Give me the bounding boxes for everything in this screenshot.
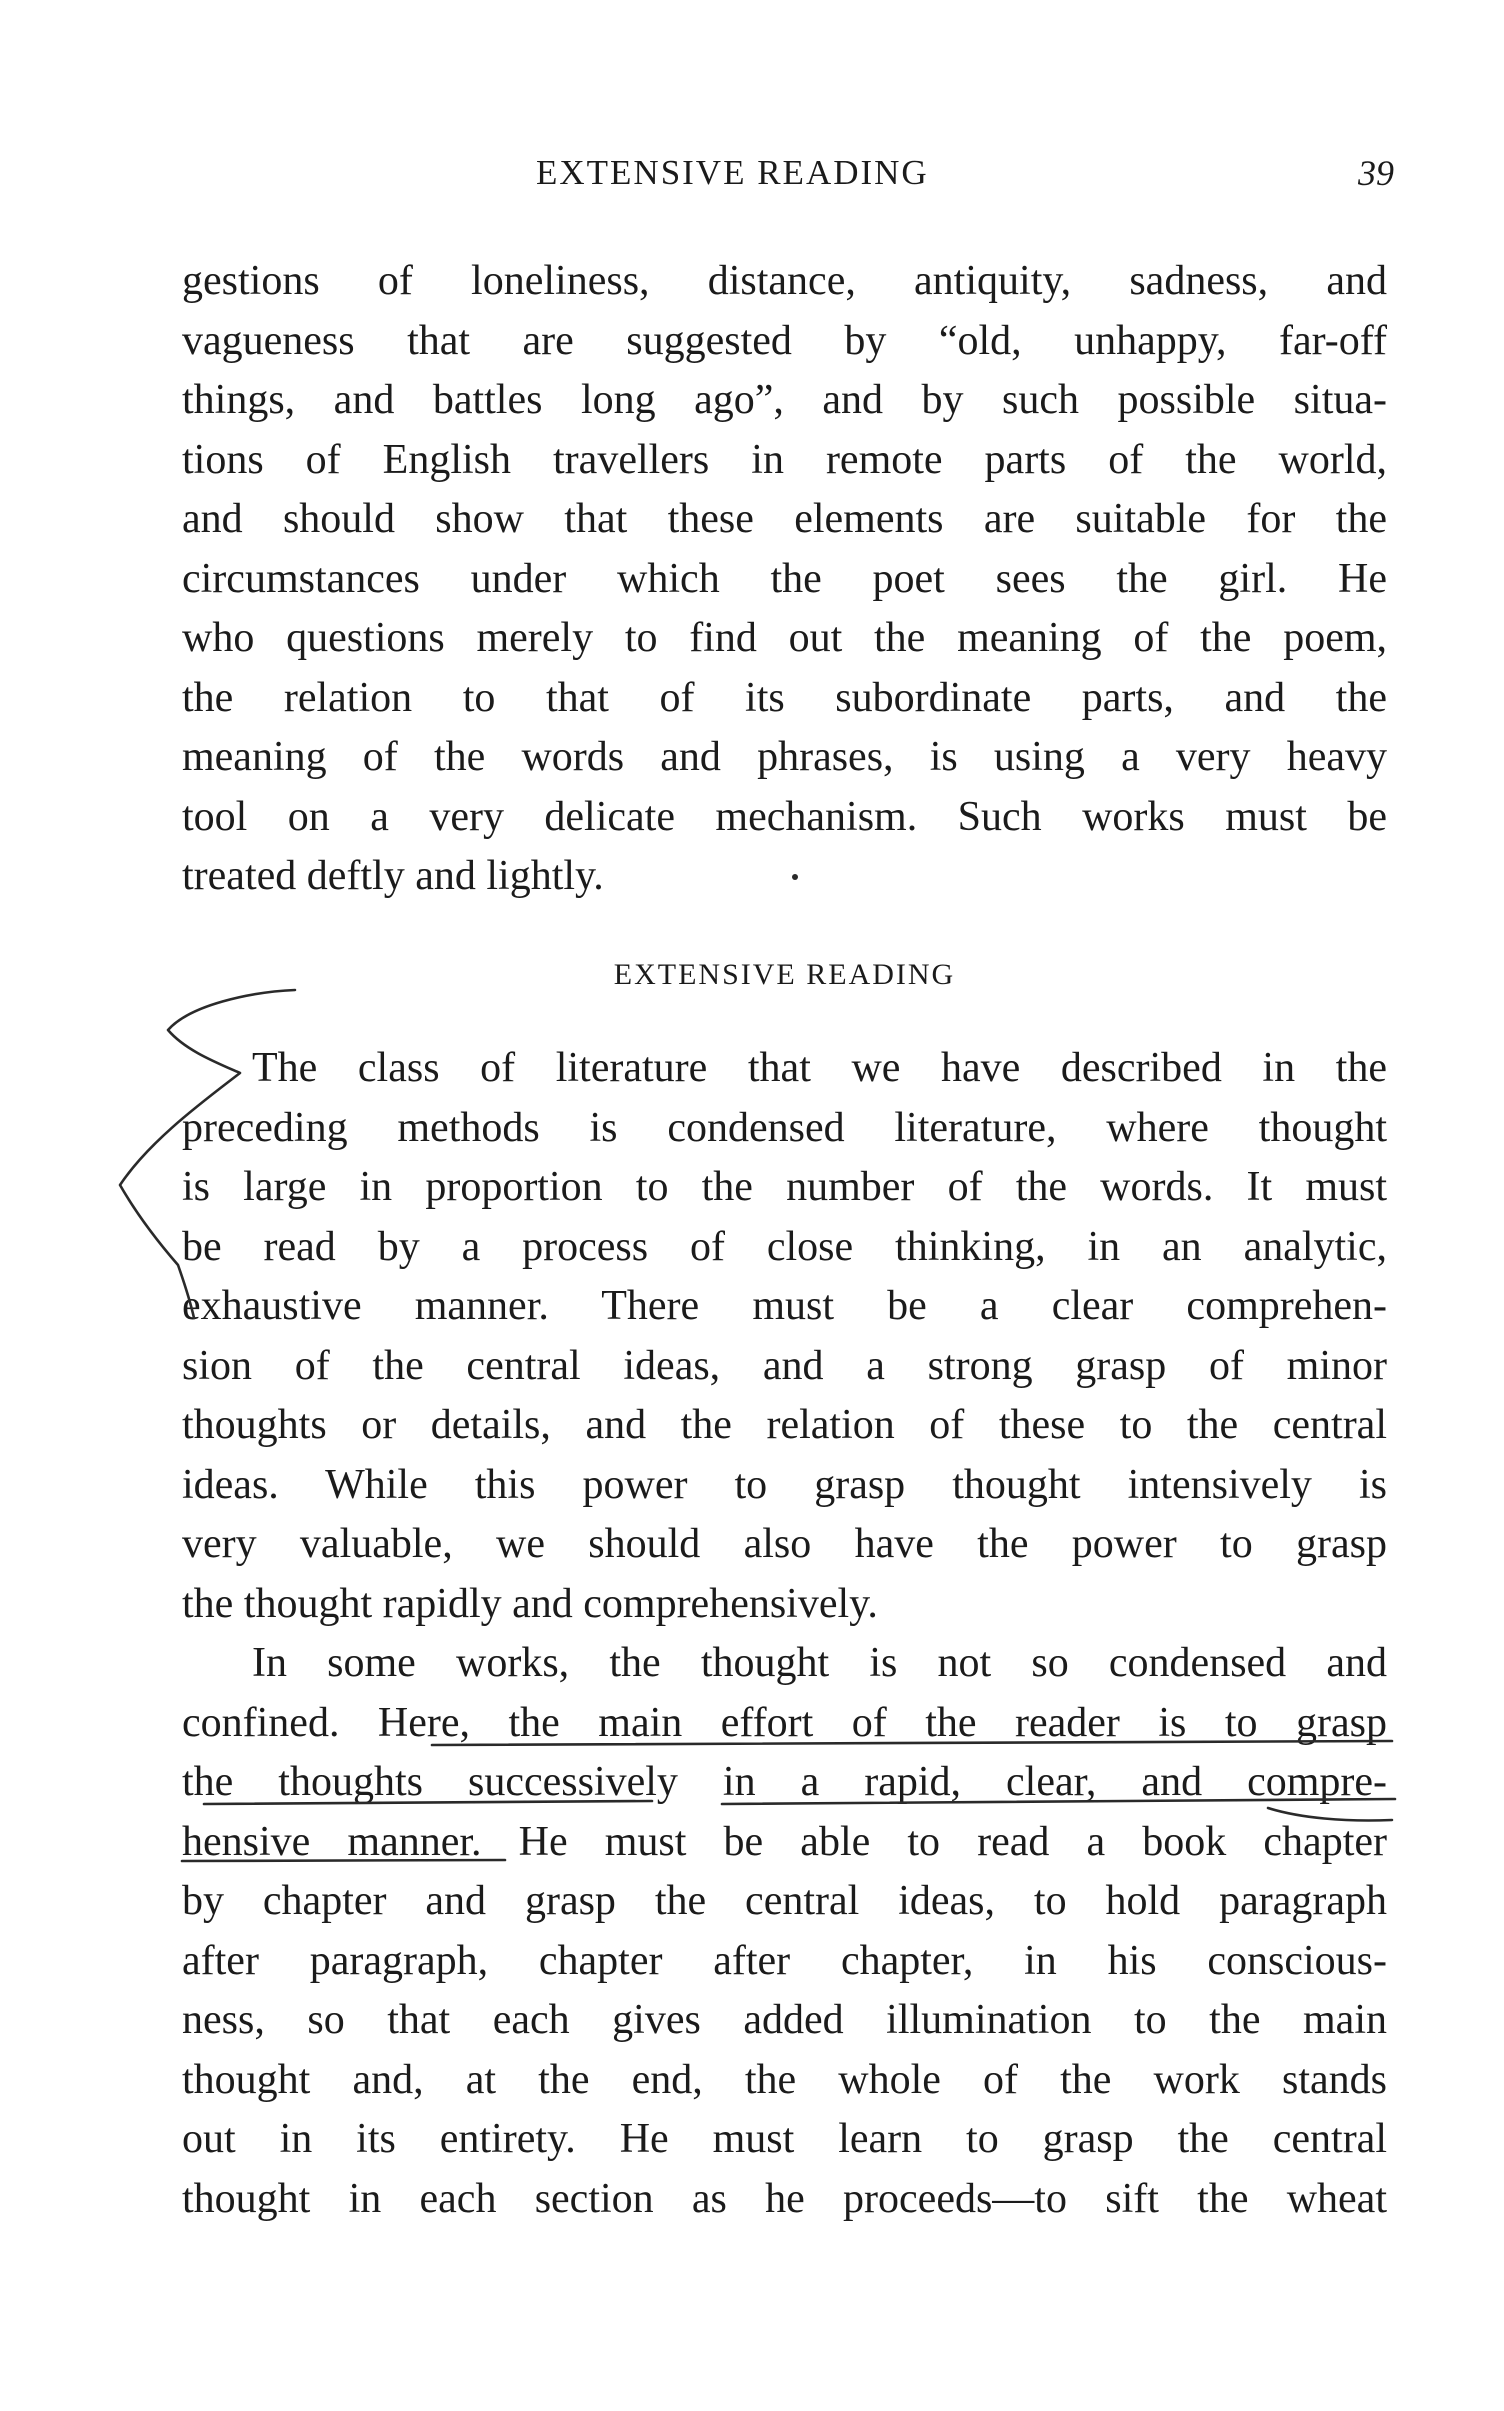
text-line: tions of English travellers in remote parts of the world, [182,436,1387,483]
text-line: preceding methods is condensed literature, where thought [182,1104,1387,1151]
text-line: thought in each section as he proceeds—to sift the wheat [182,2175,1387,2222]
text-line: circumstances under which the poet sees the girl. He [182,555,1387,602]
section-heading: EXTENSIVE READING [613,958,956,991]
section-body [182,1039,1387,2229]
text-line: ness, so that each gives added illumination to the main [182,1997,1387,2043]
text-line: and should show that these elements are suitable for the [182,496,1387,542]
text-line: In some works, the thought is not so condensed and [252,1640,1387,1686]
text-line: gestions of loneliness, distance, antiquity, sadness, and [182,258,1387,304]
page-number: 39 [1358,153,1394,193]
running-title: EXTENSIVE READING [536,153,929,192]
text-line: by chapter and grasp the central ideas, to hold paragraph [182,1878,1387,1924]
text-line: vagueness that are suggested by “old, unhappy, far-off [182,317,1387,364]
text-line: the thoughts successively in a rapid, clear, and compre- [182,1759,1387,1805]
text-line: treated deftly and lightly. [182,853,604,899]
text-line: thought and, at the end, the whole of the work stands [182,2056,1387,2103]
text-line: the relation to that of its subordinate parts, and the [182,674,1387,721]
text-line: sion of the central ideas, and a strong grasp of minor [182,1342,1387,1389]
text-line: exhaustive manner. There must be a clear comprehen- [182,1283,1387,1329]
running-head [0,148,1504,198]
text-line: tool on a very delicate mechanism. Such works must be [182,793,1387,840]
text-line: very valuable, we should also have the power to grasp [182,1521,1387,1567]
text-line: ideas. While this power to grasp thought intensively is [182,1461,1387,1508]
paragraph-continued [182,252,1387,907]
text-line: confined. Here, the main effort of the reader is to grasp [182,1699,1387,1746]
text-line: meaning of the words and phrases, is using a very heavy [182,734,1387,780]
text-line: things, and battles long ago”, and by such possible situa- [182,377,1387,423]
text-line: out in its entirety. He must learn to grasp the central [182,2116,1387,2162]
text-line: thoughts or details, and the relation of these to the central [182,1402,1387,1448]
text-line: hensive manner. He must be able to read a book chapter [182,1818,1387,1865]
text-line: the thought rapidly and comprehensively. [182,1580,878,1627]
text-line: be read by a process of close thinking, in an analytic, [182,1223,1387,1270]
text-line: is large in proportion to the number of the words. It must [182,1164,1387,1210]
text-line: who questions merely to find out the meaning of the poem, [182,615,1387,661]
text-line: The class of literature that we have described in the [252,1045,1387,1091]
text-line: after paragraph, chapter after chapter, in his conscious- [182,1937,1387,1984]
